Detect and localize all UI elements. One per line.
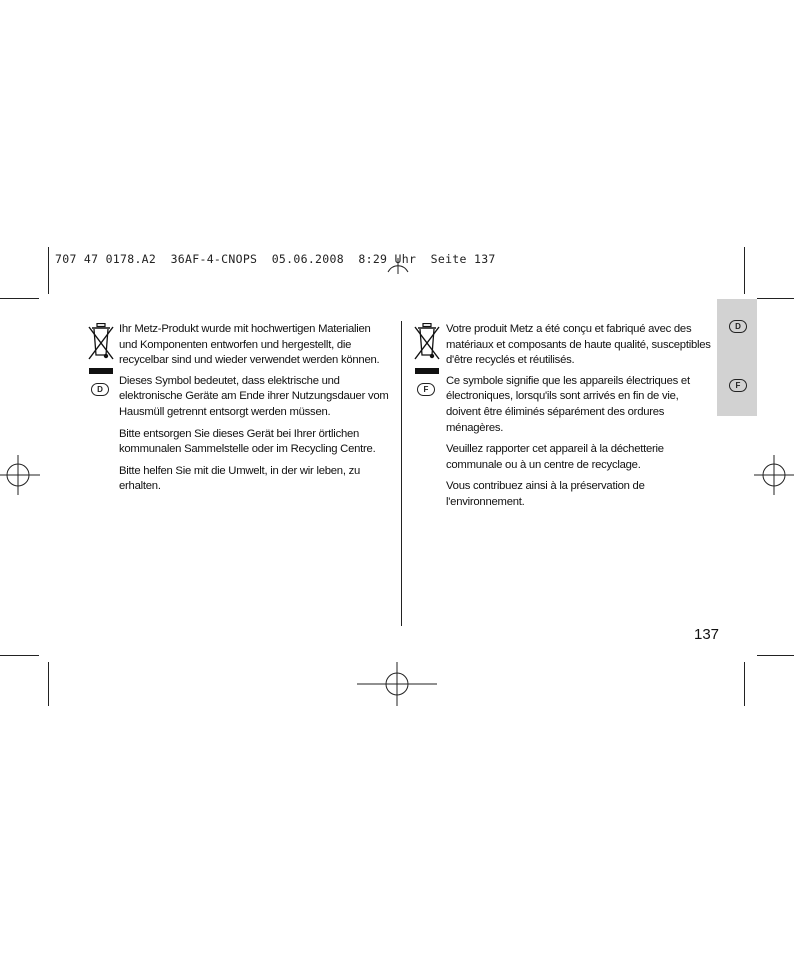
crop-mark [48, 662, 49, 706]
crop-mark [744, 662, 745, 706]
registration-arc-icon [386, 244, 410, 274]
crop-mark [757, 655, 794, 656]
german-paragraph: Ihr Metz-Produkt wurde mit hochwertigen Materialien und Komponenten entworfen und hergestellt, die recycelbar sind und wieder verwendet werden können. [119, 323, 380, 367]
crop-mark [0, 298, 39, 299]
german-paragraph: Dieses Symbol bedeutet, dass elektrische und elektronische Geräte am Ende ihrer Nutzungsdauer vom Hausmüll getrennt entsorgt werden müssen. [119, 374, 389, 418]
french-paragraph: Ce symbole signifie que les appareils électriques et électroniques, lorsqu'ils sont arrivés en fin de vie, doivent être éliminés séparément des ordures ménagères. [446, 374, 690, 434]
registration-target-icon [357, 662, 437, 706]
registration-target-icon [754, 455, 794, 495]
column-divider [401, 321, 402, 626]
german-paragraph: Bitte helfen Sie mit die Umwelt, in der wir leben, zu erhalten. [119, 464, 361, 493]
language-badge-fr: F [417, 383, 435, 396]
crop-mark [48, 247, 49, 294]
black-bar [415, 368, 439, 374]
french-paragraph: Votre produit Metz a été conçu et fabriqué avec des matériaux et composants de haute qualité, susceptibles d'être recyclés et réutilisés. [446, 323, 711, 367]
registration-target-icon [0, 455, 40, 495]
french-paragraph: Vous contribuez ainsi à la préservation de l'environnement. [446, 480, 645, 508]
crop-mark [0, 655, 39, 656]
language-badge-de: D [91, 383, 109, 396]
crossed-wheelie-bin-icon [414, 323, 440, 361]
french-paragraph: Veuillez rapporter cet appareil à la déchetterie communale ou à un centre de recyclage. [446, 443, 664, 471]
crossed-wheelie-bin-icon [88, 323, 114, 361]
german-text-column [119, 322, 391, 501]
black-bar [89, 368, 113, 374]
french-text-column [446, 322, 712, 517]
german-paragraph: Bitte entsorgen Sie dieses Gerät bei Ihrer örtlichen kommunalen Sammelstelle oder im Recycling Centre. [119, 427, 376, 456]
side-tab-badge-de: D [729, 320, 747, 333]
print-slug: 707 47 0178.A2 36AF-4-CNOPS 05.06.2008 8:29 Uhr Seite 137 [55, 252, 496, 266]
side-tab-badge-fr: F [729, 379, 747, 392]
language-side-tab [717, 299, 757, 416]
crop-mark [757, 298, 794, 299]
crop-mark [744, 247, 745, 294]
page-number: 137 [694, 626, 720, 643]
